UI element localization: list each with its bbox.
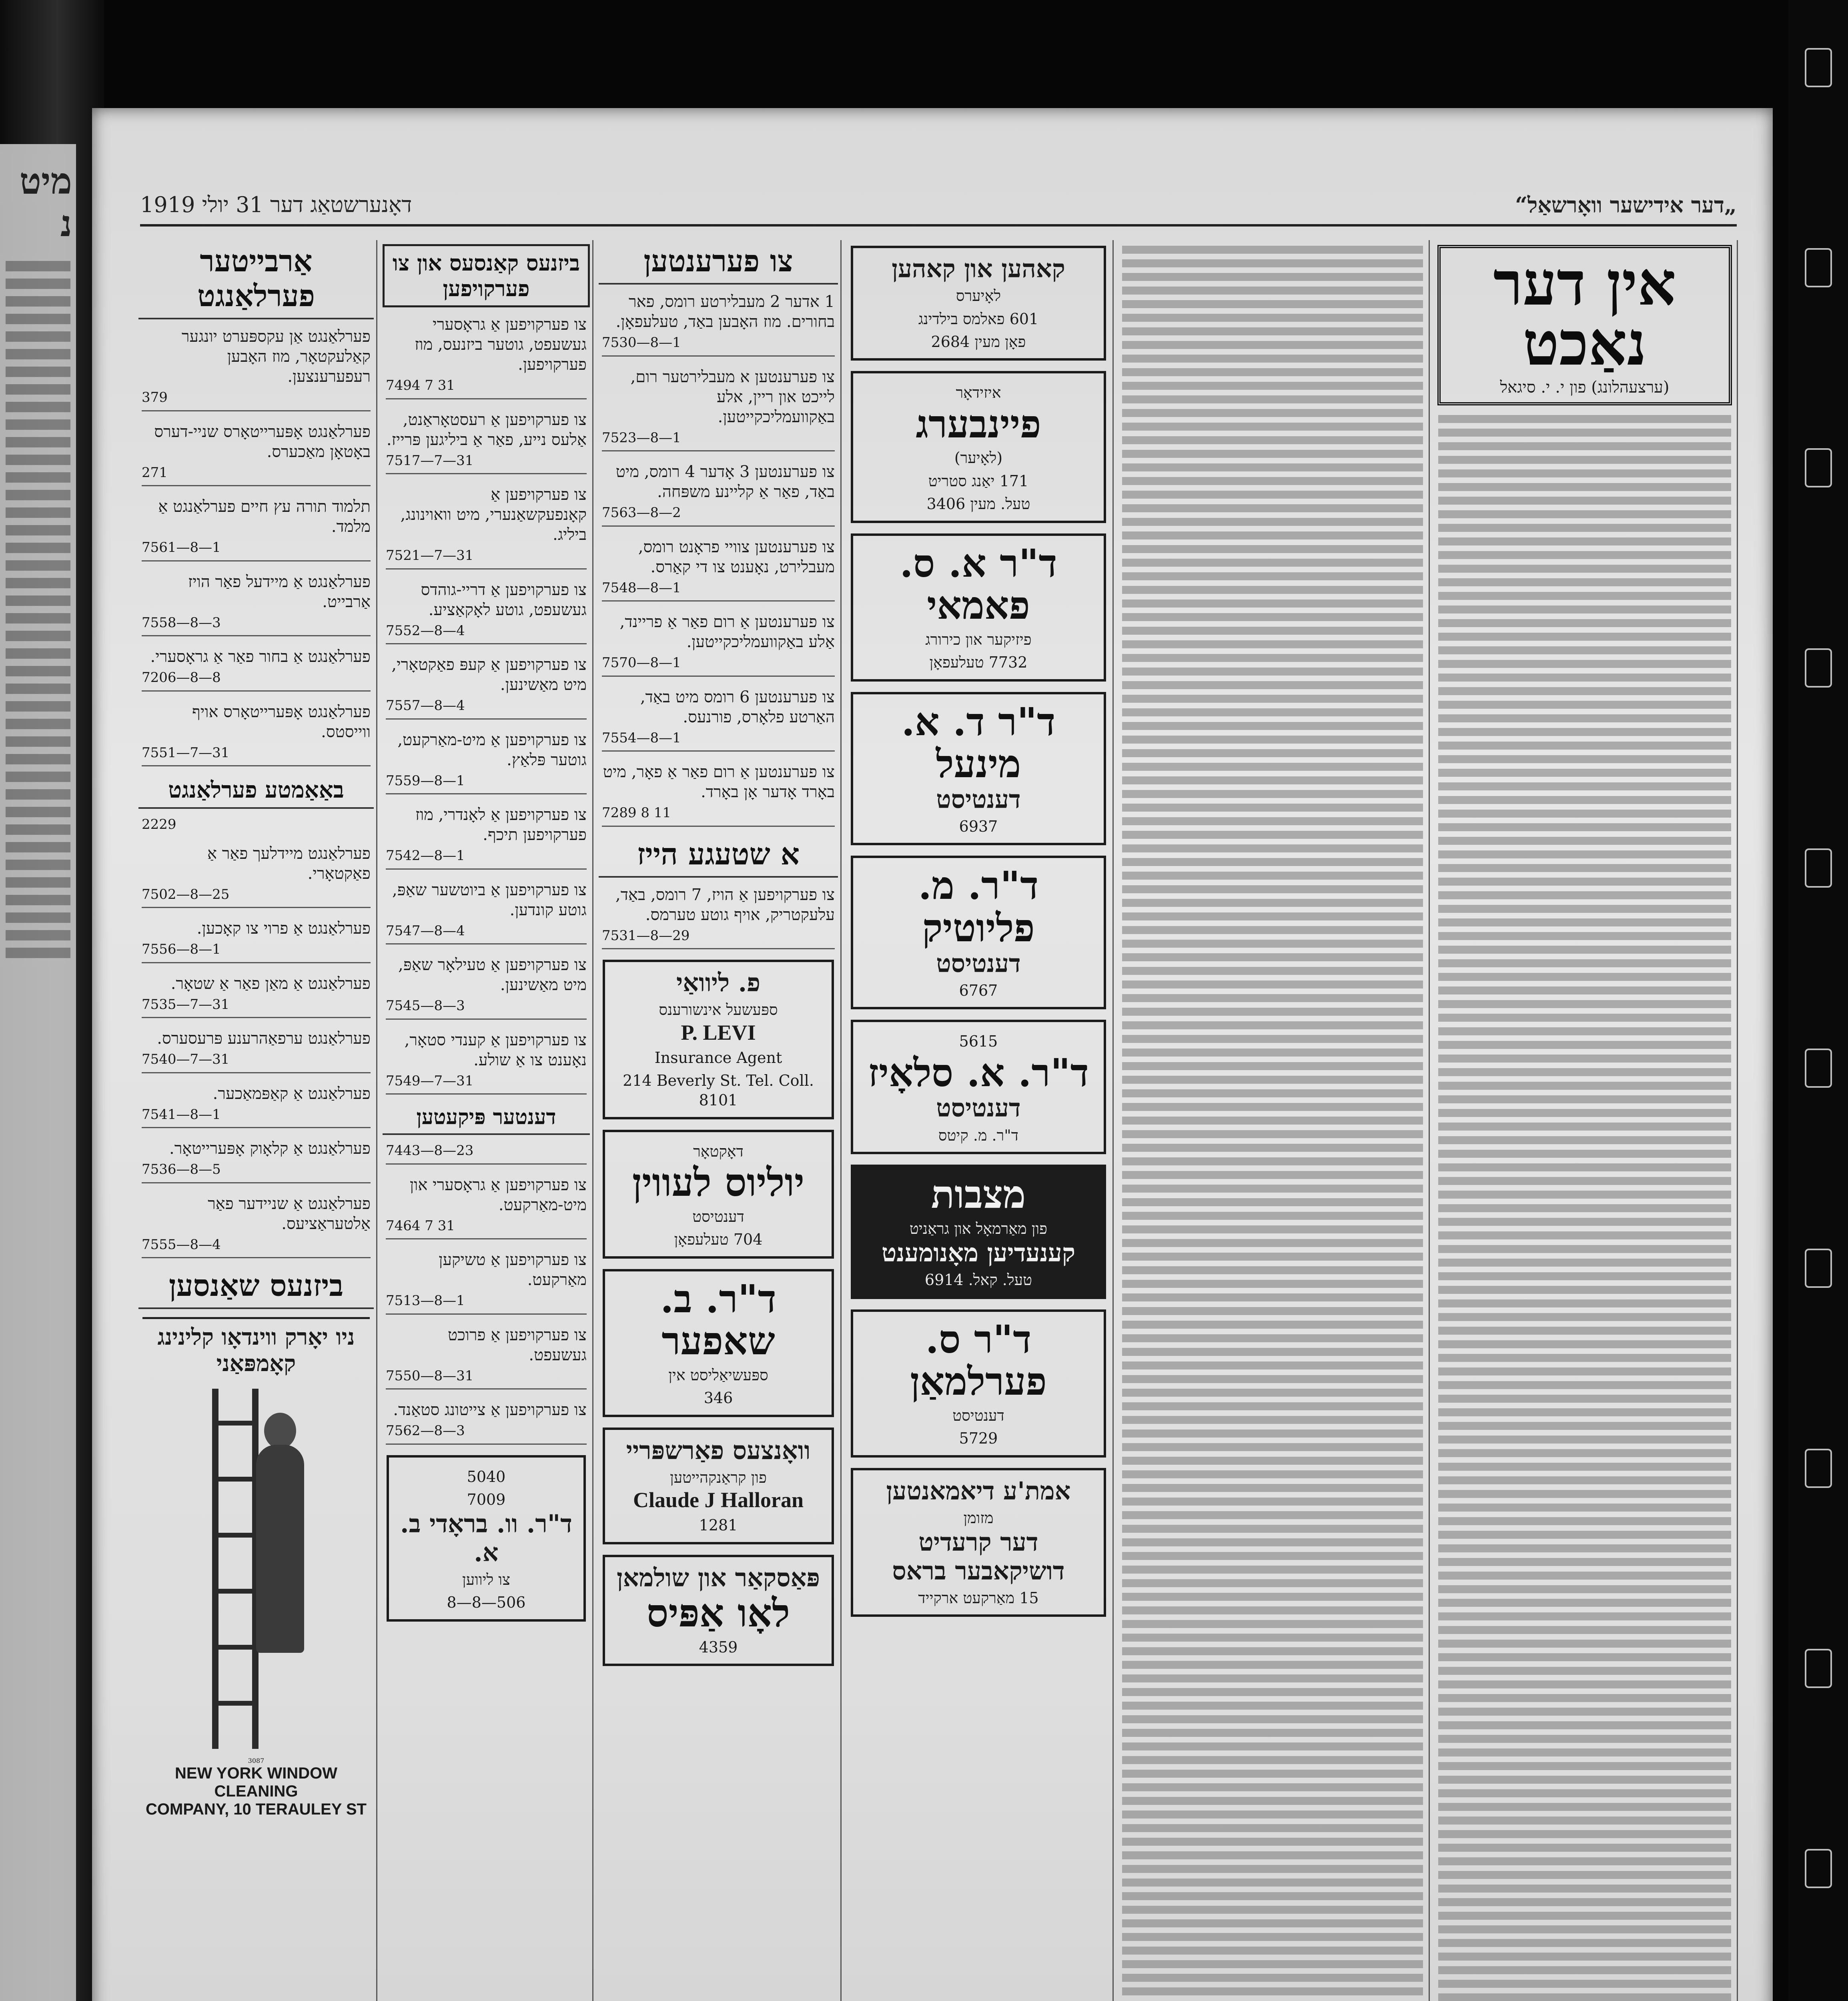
ad-levi-name: פ. ליוואַי bbox=[676, 968, 760, 997]
column-for-rent bbox=[596, 240, 842, 2001]
classified-ad-text: צו פערקויפען אַ גראָסערי און מיט-מאַרקעט. bbox=[409, 1175, 587, 1214]
ad-perlman-phone: 5729 bbox=[959, 1430, 998, 1448]
divider bbox=[386, 1019, 587, 1020]
column-business-for-sale bbox=[380, 240, 593, 2001]
classified-ad-text: פערלאַנגט אַ בחור פאַר אַ גראָסערי. bbox=[150, 648, 371, 666]
classified-ad-code: 7549—7—31 bbox=[386, 1073, 474, 1089]
divider bbox=[386, 1388, 587, 1389]
divider bbox=[142, 1127, 371, 1128]
ad-insure-title: וואָנצעס פאַרשפּריי bbox=[626, 1436, 811, 1465]
classified-ad-text: צו פערקויפען אַ קענדי סטאָר, נאָענט צו אַ שולע. bbox=[404, 1031, 587, 1069]
ad-perlman-desc: דענטיסט bbox=[952, 1406, 1004, 1424]
classified-ad-text: פערלאַנגט אַן עקספּערט יונגער קאַלעקטאָר, מוז האָבען רעפערענצען. bbox=[181, 327, 371, 386]
ad-matsevot bbox=[851, 1165, 1106, 1299]
page-masthead: „דער אידישער וואָרשאַל“ bbox=[1515, 192, 1737, 218]
divider bbox=[602, 600, 835, 602]
classified-ad-text: 1 אדער 2 מעבלירטע רומס, פאר בחורים. מוז האָבען באַד, טעלעפאָן. bbox=[615, 293, 835, 331]
divider bbox=[142, 1072, 371, 1073]
divider bbox=[602, 826, 835, 827]
classified-ad-text: צו פערקויפען אַ קעפּ פאַקטאָרי, מיט מאַשינען. bbox=[391, 656, 587, 694]
classified-ad-code: 7558—8—3 bbox=[142, 614, 221, 631]
film-sprocket bbox=[1805, 1849, 1832, 1888]
classified-ad bbox=[602, 292, 835, 357]
classified-ad-text: פערלאַנגט אַ קאַפּמאַכער. bbox=[212, 1084, 371, 1103]
classified-ad-text: צו פערענטען 6 רומס מיט באַד, האַרטע פלאָרס, פורנעס. bbox=[640, 688, 835, 726]
divider bbox=[386, 718, 587, 720]
classified-ad bbox=[386, 1325, 587, 1390]
divider bbox=[386, 473, 587, 474]
classified-ad-code: 7556—8—1 bbox=[142, 941, 221, 957]
divider bbox=[142, 410, 371, 411]
divider bbox=[142, 962, 371, 963]
classified-ad bbox=[142, 1194, 371, 1259]
classified-ad-code: 7548—8—1 bbox=[602, 579, 681, 596]
classified-ad bbox=[386, 1175, 587, 1240]
classified-ad-code: 7206—8—8 bbox=[142, 670, 221, 686]
classified-ad bbox=[142, 497, 371, 561]
ad-matsevot-title: מצבות bbox=[931, 1172, 1026, 1217]
classified-ad bbox=[142, 327, 371, 411]
ad-brody bbox=[387, 1455, 586, 1622]
divider bbox=[142, 1257, 371, 1258]
divider bbox=[386, 793, 587, 794]
classified-ad-code: 7513—8—1 bbox=[386, 1293, 465, 1309]
classified-ad-text: צו פערקויפען אַ רעסטאָראַנט, אַלעס נייע, פאַר אַ ביליגען פּרייז. bbox=[386, 410, 587, 449]
ad-pomoy-name: ד"ר א. ס. פאמאי bbox=[900, 540, 1057, 628]
classified-ad bbox=[142, 1139, 371, 1183]
ad-insurance-halloran bbox=[603, 1428, 834, 1544]
classified-ad bbox=[602, 462, 835, 527]
classified-ad-text: פערלאַנגט ערפאַהרענע פּרעסערס. bbox=[157, 1029, 371, 1048]
ad-matsevot-company: קענעדיען מאָנומענט bbox=[881, 1238, 1076, 1267]
classified-ad bbox=[386, 485, 587, 569]
film-sprocket bbox=[1805, 48, 1832, 87]
ad-lewin-desc: דענטיסט bbox=[692, 1207, 744, 1225]
divider bbox=[142, 690, 371, 692]
ad-kahan bbox=[851, 246, 1106, 361]
adjacent-page-stub bbox=[0, 144, 76, 2001]
window-cleaner-illustration bbox=[196, 1389, 316, 1749]
classified-ad-code: 2229 bbox=[142, 816, 176, 832]
ad-matsevot-line1: פון מאַרמאָל און גראַניט bbox=[909, 1219, 1048, 1237]
ad-shapir-phone: 346 bbox=[704, 1389, 733, 1407]
classified-ad-text: צו פערקויפען אַ ביוטשער שאַפּ, גוטע קונדען. bbox=[392, 880, 587, 919]
divider bbox=[602, 676, 835, 677]
classified-ad-text: פערלאַנגט אַ מיידעל פאַר הויז אַרבייט. bbox=[188, 572, 371, 611]
film-sprocket bbox=[1805, 1249, 1832, 1288]
ad-diamonds-address: 15 מאַרקעט ארקייד bbox=[918, 1589, 1039, 1607]
classified-ad-code: 7494 7 31 bbox=[386, 377, 455, 393]
classified-ad-code: 7551—7—31 bbox=[142, 744, 230, 761]
classified-ad-code: 7541—8—1 bbox=[142, 1106, 221, 1123]
ad-feinberg-first-name: איזידאָר bbox=[956, 384, 1001, 402]
ad-window-latin2: COMPANY, 10 TERAULEY ST bbox=[146, 1800, 367, 1818]
ad-levi-latin-role: Insurance Agent bbox=[654, 1049, 782, 1067]
ad-levi-latin-name: P. LEVI bbox=[681, 1020, 756, 1045]
ad-shapir-name: ד"ר. ב. שאפער bbox=[660, 1276, 776, 1364]
classified-ad-text: צו פערקויפען אַ הויז, 7 רומס, באַד, עלעקטריק, אויף גוטע טערמס. bbox=[615, 885, 835, 924]
ad-brody-phone1: 5040 bbox=[467, 1468, 506, 1486]
ad-minel-phone: 6937 bbox=[959, 818, 998, 836]
divider bbox=[386, 1238, 587, 1239]
divider bbox=[386, 1313, 587, 1315]
classified-ad bbox=[602, 537, 835, 602]
ad-feinberg-role: (לאָיער) bbox=[954, 449, 1003, 467]
ad-brody-line: צו ליווען bbox=[462, 1570, 511, 1588]
divider bbox=[142, 635, 371, 636]
ad-sloiz-phone: 5615 bbox=[959, 1033, 998, 1051]
ad-window-latin1: NEW YORK WINDOW CLEANING bbox=[175, 1764, 337, 1800]
ad-shapir-desc: ספּעשיאַליסט אין bbox=[668, 1366, 768, 1384]
ad-lewin-phone: 704 טעלעפאָן bbox=[674, 1231, 763, 1249]
classified-ad bbox=[602, 885, 835, 950]
classified-ad-code: 7555—8—4 bbox=[142, 1236, 221, 1253]
classified-ad bbox=[142, 844, 371, 908]
story-headline-box bbox=[1437, 245, 1732, 405]
ad-feinberg-phone: טעל. מעין 3406 bbox=[926, 495, 1030, 513]
ad-kahan-sub: לאָיערס bbox=[956, 287, 1001, 305]
classified-ad-code: 7550—8—31 bbox=[386, 1367, 474, 1384]
ad-perlman-name: ד"ר ס. פערלמאַן bbox=[910, 1316, 1047, 1404]
divider bbox=[386, 643, 587, 644]
divider bbox=[386, 1163, 587, 1165]
classified-ad-code: 7502—8—25 bbox=[142, 886, 230, 902]
classified-ad-text: צו פערקויפען אַ גראָסערי געשעפט, גוטער ביזנעס, מוז פערקויפען. bbox=[415, 315, 587, 374]
ad-pliutik bbox=[851, 856, 1106, 1009]
classified-ad-text: צו פערקויפען אַ קאָנפעקשאַנערי, מיט וואוינונג, ביליג. bbox=[400, 485, 587, 544]
newspaper-page bbox=[92, 108, 1773, 2001]
classified-ad-code: 7557—8—4 bbox=[386, 698, 465, 714]
ad-pomoy bbox=[851, 533, 1106, 682]
ad-photo-name: לאָו אַפּיס bbox=[646, 1590, 790, 1636]
ad-kahan-phone: פאָן מעין 2684 bbox=[931, 333, 1026, 351]
divider bbox=[386, 868, 587, 870]
ad-sloiz bbox=[851, 1020, 1106, 1154]
film-sprocket bbox=[1805, 448, 1832, 487]
divider bbox=[386, 398, 587, 399]
ad-feinberg-address: 171 יאַנג סטריט bbox=[928, 472, 1029, 490]
classified-ad-text: צו פערקויפען אַ פרוכט געשעפט. bbox=[447, 1325, 587, 1364]
classified-ad bbox=[602, 612, 835, 677]
column-help-wanted bbox=[136, 240, 377, 2001]
classified-ad bbox=[142, 1084, 371, 1129]
classified-ad bbox=[142, 918, 371, 963]
ad-kahan-address: 601 פאלמס בילדינג bbox=[918, 310, 1039, 328]
ad-minel-desc: דענטיסט bbox=[936, 784, 1021, 814]
classified-ad-code: 7562—8—3 bbox=[386, 1423, 465, 1439]
classified-ad-text: פערלאַנגט אָפּערייטאָרס שניי-דערס באָטאָן מאַכערס. bbox=[154, 422, 371, 461]
classified-ad bbox=[602, 367, 835, 452]
divider bbox=[142, 485, 371, 486]
classified-ad-code: 7523—8—1 bbox=[602, 429, 681, 446]
film-sprocket bbox=[1805, 1049, 1832, 1088]
classified-ad-text: פערלאַנגט מיידלעך פאַר אַ פאַקטאָרי. bbox=[207, 844, 371, 883]
film-sprocket bbox=[1805, 848, 1832, 888]
classified-ad-text: צו פערענטען אַ רום פאַר אַ פאָר, מיט באָרד אָדער אָן באָרד. bbox=[603, 763, 835, 801]
classified-ad bbox=[386, 655, 587, 720]
classified-ad-text: צו פערקויפען אַ טעילאָר שאַפּ, מיט מאַשינען. bbox=[398, 956, 587, 994]
dentist-notice-heading: דענטער פּיקעטען bbox=[383, 1105, 590, 1135]
classified-ad-code: 7464 7 31 bbox=[386, 1217, 455, 1234]
classified-ad-code: 7517—7—31 bbox=[386, 452, 474, 469]
stub-text-lines bbox=[6, 261, 70, 958]
classified-ad-code: 7521—7—31 bbox=[386, 547, 474, 563]
divider bbox=[386, 1093, 587, 1095]
classified-ad bbox=[386, 1250, 587, 1315]
ad-diamonds-title: אמת'ע דיאמאנטען bbox=[886, 1476, 1071, 1506]
story-byline: (ערצעהלונג) פון י. י. סיגאל bbox=[1500, 378, 1670, 397]
classified-ad-text: תלמוד תורה עץ חיים פערלאַנגט אַ מלמד. bbox=[158, 497, 371, 536]
ad-pliutik-desc: דענטיסט bbox=[936, 948, 1021, 978]
classified-ad bbox=[386, 805, 587, 870]
classified-ad-code: 7545—8—3 bbox=[386, 998, 465, 1014]
classified-ad bbox=[386, 410, 587, 475]
page-header bbox=[140, 188, 1737, 227]
ad-insure-phone: 1281 bbox=[699, 1516, 738, 1534]
ad-dentist-minel bbox=[851, 692, 1106, 846]
divider bbox=[142, 765, 371, 766]
business-heading: ביזנעס קאַנסעס און צו פערקויפען bbox=[383, 244, 590, 307]
classified-ad-code: 7536—8—5 bbox=[142, 1161, 221, 1177]
divider bbox=[142, 1182, 371, 1183]
ad-insure-latin: Claude J Halloran bbox=[633, 1488, 804, 1512]
page-date: דאָנערשטאַג דער 31 יולי 1919 bbox=[140, 192, 412, 217]
classified-ad-text: צו פערענטען צוויי פראָנט רומס, מעבלירט, נאָענט צו די קאַרס. bbox=[638, 537, 835, 576]
film-sprocket bbox=[1805, 648, 1832, 688]
ad-lewin-name: יוליוס לעווין bbox=[632, 1160, 805, 1205]
story-body-text-continued bbox=[1122, 246, 1423, 2001]
ad-photo-company: פּאַסקאַר און שולמאן bbox=[616, 1563, 820, 1592]
classified-ad bbox=[386, 730, 587, 795]
classified-ad bbox=[602, 687, 835, 752]
classified-ad-code: 7570—8—1 bbox=[602, 655, 681, 671]
divider bbox=[386, 568, 587, 569]
classified-ad-code: 7554—8—1 bbox=[602, 730, 681, 746]
classified-ad-code: 7531—8—29 bbox=[602, 927, 690, 944]
classified-ad bbox=[386, 1400, 587, 1445]
ad-pomoy-desc: פיזיקער און כירורג bbox=[925, 630, 1032, 648]
classified-ad-text: פערלאַנגט אַ קלאָוק אָפּערייטאָר. bbox=[169, 1139, 371, 1158]
stub-heading: מיט נ bbox=[19, 160, 72, 245]
ad-minel-name: ד"ר ד. א. מינעל bbox=[901, 699, 1056, 787]
classified-ad bbox=[142, 647, 371, 692]
ad-lewin bbox=[603, 1130, 834, 1259]
ad-pomoy-phone: 7732 טעלעפאָן bbox=[929, 654, 1028, 672]
classified-ad-text: צו פערענטען 3 אָדער 4 רומס, מיט באַד, פאַר אַ קליינע משפּחה. bbox=[615, 463, 835, 501]
ad-kahan-title: קאהען און קאהען bbox=[892, 254, 1065, 283]
ad-feinberg-name: פיינבערג bbox=[916, 401, 1041, 447]
classified-ad bbox=[386, 1030, 587, 1095]
divider bbox=[142, 560, 371, 561]
classified-ad-text: צו פערקויפען אַ דריי-גוהדס געשעפט, גוטע לאָקאַציע. bbox=[421, 580, 587, 619]
classified-ad-code: 7289 8 11 bbox=[602, 805, 671, 821]
classified-ad bbox=[142, 422, 371, 487]
classified-ad bbox=[142, 1029, 371, 1073]
classified-ad-code: 7542—8—1 bbox=[386, 848, 465, 864]
classified-ad-code: 7535—7—31 bbox=[142, 996, 230, 1013]
ad-insure-line: פון קראַנקהייטען bbox=[670, 1468, 767, 1486]
classified-ad-code: 7563—8—2 bbox=[602, 505, 681, 521]
divider bbox=[386, 1444, 587, 1445]
classified-ad bbox=[386, 580, 587, 645]
classified-ad-text: צו פערענטען אַ רום פאַר אַ פריינד, אַלע באַקוועמליכקייטען. bbox=[619, 613, 835, 651]
ad-sloiz-name: ד"ר. א. סלאָיז bbox=[868, 1050, 1089, 1095]
classified-ad bbox=[142, 816, 371, 833]
ad-lewin-title: דאָקטאָר bbox=[693, 1142, 744, 1160]
classified-ad bbox=[386, 1142, 587, 1165]
divider bbox=[386, 943, 587, 944]
classified-ad-text: צו פערקויפען אַ מיט-מאַרקעט, גוטער פּלאַץ. bbox=[397, 730, 587, 769]
ad-levi-desc: ספּעשעל אינשורענס bbox=[659, 1001, 778, 1019]
classified-ad-text: צו פערענטען א מעבלירטער רום, לייכט און ריין, אלע באַקוועמליכקייטען. bbox=[630, 367, 835, 426]
help-wanted-heading: אַרבייטער פערלאַנגט bbox=[138, 244, 374, 319]
ad-window-cleaning bbox=[142, 1317, 370, 1819]
ad-sloiz-desc: דענטיסט bbox=[936, 1093, 1021, 1123]
classified-ad-text: פערלאַנגט אַ מאַן פאַר אַ שטאָר. bbox=[170, 974, 371, 993]
classified-ad-code: 7530—8—1 bbox=[602, 335, 681, 351]
classified-ad-code: 7561—8—1 bbox=[142, 539, 221, 555]
ad-diamonds-credit: דער קרעדיט bbox=[918, 1528, 1038, 1557]
classified-ad-text: צו פערקויפען אַ צייטונג סטאַנד. bbox=[393, 1401, 587, 1419]
column-story-continued bbox=[1116, 240, 1430, 2001]
business-chances-heading: ביזנעס שאַנסען bbox=[138, 1269, 374, 1309]
house-sale-heading: א שטעגע הייז bbox=[599, 837, 838, 878]
classified-ad-text: פערלאַנגט אָפּערייטאָרס אויף ווייסטס. bbox=[192, 702, 371, 741]
classified-ad-code: 7547—8—4 bbox=[386, 922, 465, 939]
for-rent-heading: צו פערענטען bbox=[599, 244, 838, 285]
ad-brody-code: 506—8—8 bbox=[447, 1594, 526, 1612]
divider bbox=[142, 1017, 371, 1018]
film-sprocket bbox=[1805, 248, 1832, 287]
classified-ad-text: צו פערקויפען אַ טשיקען מאַרקעט. bbox=[439, 1251, 587, 1289]
column-story bbox=[1433, 240, 1738, 2001]
film-sprocket bbox=[1805, 1449, 1832, 1488]
ad-window-phone: 3087 bbox=[248, 1757, 265, 1764]
ad-window-title: ניו יאָרק ווינדאָו קלינינג קאָמפּאַני bbox=[157, 1324, 355, 1377]
divider bbox=[602, 525, 835, 527]
ad-pliutik-name: ד"ר. מ. פליוטיק bbox=[918, 863, 1039, 951]
classified-ad-code: 7552—8—4 bbox=[386, 622, 465, 639]
classified-ad bbox=[386, 315, 587, 399]
classified-ad-code: 271 bbox=[142, 464, 168, 481]
ad-feinberg bbox=[851, 371, 1106, 523]
divider bbox=[602, 948, 835, 949]
classified-ad-text: פערלאַנגט אַ פרוי צו קאָכען. bbox=[196, 919, 371, 938]
classified-ad bbox=[142, 974, 371, 1019]
ad-perlman bbox=[851, 1309, 1106, 1458]
story-title: אין דער נאַכט bbox=[1493, 249, 1676, 379]
women-wanted-heading: באַאַמטע פערלאַנגט bbox=[138, 777, 374, 809]
ad-shapir bbox=[603, 1269, 834, 1417]
ad-pliutik-phone: 6767 bbox=[959, 981, 998, 999]
ad-diamonds-company: דושיקאבער בראס bbox=[892, 1556, 1065, 1586]
classified-ad bbox=[142, 702, 371, 767]
film-sprocket bbox=[1805, 1649, 1832, 1688]
classified-ad bbox=[386, 880, 587, 945]
ad-sloiz-partner: ד"ר. מ. קיטס bbox=[938, 1126, 1019, 1144]
ad-matsevot-phone: טעל. קאל. 6914 bbox=[924, 1271, 1032, 1289]
divider bbox=[602, 750, 835, 752]
classified-ad bbox=[386, 955, 587, 1020]
classified-ad-code: 379 bbox=[142, 389, 168, 405]
divider bbox=[142, 907, 371, 908]
divider bbox=[602, 355, 835, 357]
divider bbox=[602, 450, 835, 451]
ad-brody-phone2: 7009 bbox=[467, 1490, 506, 1508]
film-edge-right bbox=[1788, 0, 1848, 2001]
column-professional-ads bbox=[844, 240, 1114, 2001]
ad-diamonds-line1: מזומן bbox=[963, 1509, 994, 1527]
classified-ad bbox=[602, 762, 835, 827]
classified-ad-code: 7559—8—1 bbox=[386, 772, 465, 789]
ad-levi-latin-address: 214 Beverly St. Tel. Coll. 8101 bbox=[623, 1072, 814, 1109]
ad-brody-name: ד"ר. וו. בראָדי ב. א. bbox=[400, 1509, 572, 1567]
ad-levi-insurance bbox=[603, 960, 834, 1119]
ad-photo-phone: 4359 bbox=[699, 1638, 738, 1656]
classified-ad-code: 7540—7—31 bbox=[142, 1051, 230, 1067]
classified-ad-text: פערלאַנגט אַ שניידער פאַר אַלטעראַציעס. bbox=[208, 1194, 371, 1233]
classified-ad-text: צו פערקויפען אַ לאָנדרי, מוז פערקויפען תיכף. bbox=[415, 806, 587, 844]
classified-ad bbox=[142, 572, 371, 637]
ad-diamonds bbox=[851, 1468, 1106, 1617]
classified-ad-code: 7443—8—23 bbox=[386, 1143, 474, 1159]
story-body-text bbox=[1438, 415, 1731, 2001]
ad-photo bbox=[603, 1555, 834, 1666]
